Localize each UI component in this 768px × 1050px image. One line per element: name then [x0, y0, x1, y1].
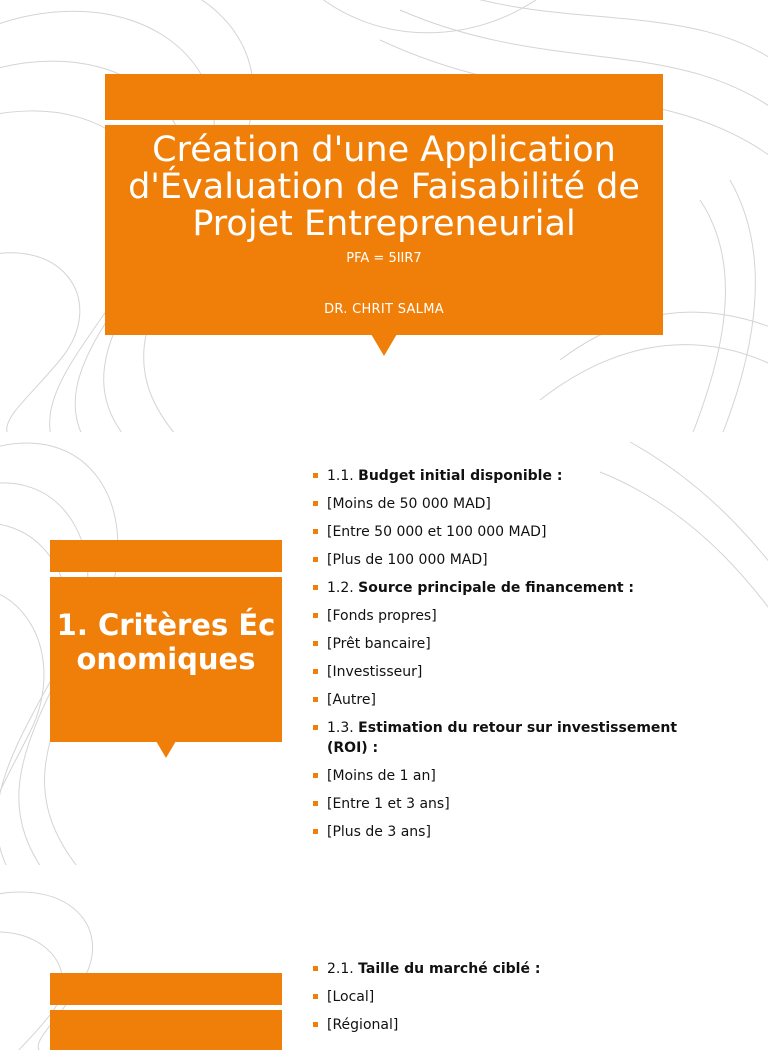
- title-pointer: [371, 334, 397, 356]
- criterion-option: [310, 1015, 700, 1035]
- criterion-number: 1.2.: [327, 580, 359, 596]
- market-criteria-slide: [0, 865, 768, 1033]
- bullet-icon: [313, 966, 318, 971]
- criterion-label: Source principale de financement :: [358, 580, 634, 596]
- criterion-option: [310, 494, 700, 514]
- criterion-option: [310, 766, 700, 786]
- option-label: [Investisseur]: [327, 664, 423, 680]
- criterion-option: [310, 634, 700, 654]
- option-label: [Local]: [327, 989, 375, 1005]
- bullet-icon: [313, 557, 318, 562]
- criterion-number: 2.1.: [327, 961, 359, 977]
- option-label: [Moins de 1 an]: [327, 768, 436, 784]
- criterion-label: Estimation du retour sur investissement (ROI) :: [327, 720, 678, 756]
- option-label: [Plus de 3 ans]: [327, 824, 431, 840]
- option-label: [Moins de 50 000 MAD]: [327, 496, 491, 512]
- bullet-icon: [313, 829, 318, 834]
- section-title: 1. Critères Économiques: [56, 608, 276, 676]
- criterion-heading: [310, 578, 700, 598]
- criterion-option: [310, 794, 700, 814]
- section-accent-bar: [50, 973, 282, 1005]
- presentation-author: DR. CHRIT SALMA: [324, 302, 444, 317]
- section-accent-bar: [50, 540, 282, 572]
- bullet-icon: [313, 994, 318, 999]
- option-label: [Autre]: [327, 692, 376, 708]
- option-label: [Entre 1 et 3 ans]: [327, 796, 450, 812]
- criterion-heading: [310, 466, 700, 486]
- bullet-icon: [313, 641, 318, 646]
- bullet-icon: [313, 529, 318, 534]
- title-accent-bar: [105, 74, 663, 120]
- option-label: [Entre 50 000 et 100 000 MAD]: [327, 524, 547, 540]
- bullet-icon: [313, 585, 318, 590]
- criterion-option: [310, 662, 700, 682]
- bullet-icon: [313, 773, 318, 778]
- criterion-option: [310, 522, 700, 542]
- bullet-icon: [313, 613, 318, 618]
- criterion-heading: [310, 959, 700, 979]
- option-label: [Prêt bancaire]: [327, 636, 431, 652]
- criterion-option: [310, 606, 700, 626]
- criterion-number: 1.1.: [327, 468, 359, 484]
- criterion-heading: [310, 718, 700, 758]
- bullet-icon: [313, 801, 318, 806]
- criterion-option: [310, 690, 700, 710]
- option-label: [Plus de 100 000 MAD]: [327, 552, 488, 568]
- economic-criteria-slide: [0, 432, 768, 865]
- bullet-icon: [313, 473, 318, 478]
- criteria-list: [310, 466, 700, 850]
- bullet-icon: [313, 501, 318, 506]
- criterion-option: [310, 987, 700, 1007]
- criteria-list: [310, 959, 700, 1043]
- option-label: [Régional]: [327, 1017, 399, 1033]
- bullet-icon: [313, 725, 318, 730]
- option-label: [Fonds propres]: [327, 608, 437, 624]
- criterion-option: [310, 550, 700, 570]
- criterion-number: 1.3.: [327, 720, 359, 736]
- criterion-label: Budget initial disponible :: [358, 468, 563, 484]
- presentation-subtitle: PFA = 5IIR7: [346, 251, 422, 266]
- section-pointer: [156, 741, 176, 758]
- section-box: [50, 1010, 282, 1050]
- title-slide: [0, 0, 768, 432]
- criterion-label: Taille du marché ciblé :: [358, 961, 541, 977]
- criterion-option: [310, 822, 700, 842]
- presentation-title: Création d'une Application d'Évaluation de Faisabilité de Projet Entrepreneurial: [128, 130, 640, 244]
- bullet-icon: [313, 697, 318, 702]
- bullet-icon: [313, 1022, 318, 1027]
- bullet-icon: [313, 669, 318, 674]
